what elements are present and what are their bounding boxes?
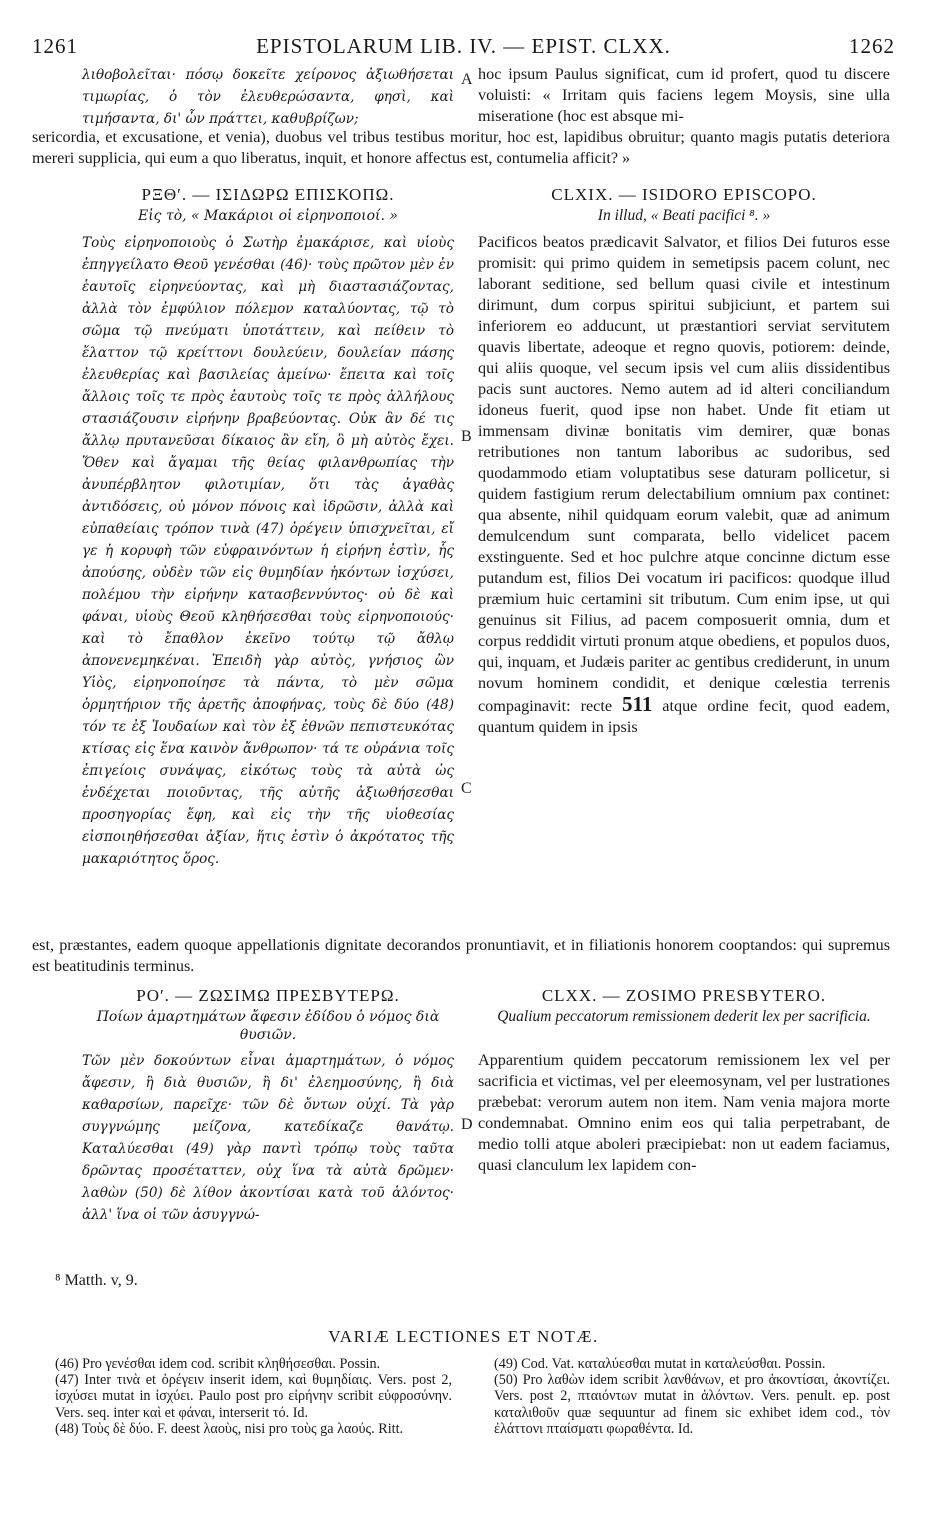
running-title: EPISTOLARUM LIB. IV. — EPIST. CLXX.	[256, 34, 671, 58]
top-full-width-text: sericordia, et excusatione, et venia), duobus vel tribus testibus moritur, hoc est, lapidibus obruitur; quanto magis putatis deteriora mereri supplicia, qui eum a quo liberatus, inquit, et honore affectus est, contumelia afficit? »	[32, 128, 890, 167]
footnote: ⁸ Matth. v, 9.	[55, 1272, 138, 1289]
latin-heading-169: CLXIX. — ISIDORO EPISCOPO.	[551, 185, 817, 204]
top-greek-continuation: λιθοβολεῖται· πόσῳ δοκεῖτε χείρονος ἀξιωθήσεται τιμωρίας, ὁ τὸν ἐλευθερώσαντα, φησὶ, καὶ τιμήσαντα, δι' ὧν πράττει, καθυβρίζων;	[82, 67, 454, 127]
latin-subheading-169: In illud, « Beati pacifici ⁸. »	[597, 207, 771, 224]
notes-right-column	[494, 1356, 890, 1437]
column-number: 511	[621, 692, 653, 716]
margin-marker-c: C	[461, 780, 472, 797]
notes-title: VARIÆ LECTIONES ET NOTÆ.	[328, 1327, 599, 1346]
note-47: (47) Inter τινὰ et ὀρέγειν inserit idem, καὶ θυμηδίαις. Vers. post 2, ἰσχύσει mutat in ἰσχύει. Paulo post pro εἰρήνην scribit εὐφροσύνην. Vers. seq. inter καὶ et φάναι, interserit τό. Id.	[55, 1372, 452, 1421]
latin-heading-170: CLXX. — ZOSIMO PRESBYTERO.	[541, 986, 827, 1005]
page-header	[32, 34, 895, 64]
greek-text-170: Τῶν μὲν δοκούντων εἶναι ἁμαρτημάτων, ὁ νόμος ἄφεσιν, ἢ διὰ θυσιῶν, ἢ δι' ἐλεημοσύνης, ἢ διὰ καθαρσίων, παρεῖχε· τῶν δὲ ὄντων οὐχί. Τὰ γὰρ συγγνώμης μείζονα, κατεδίκαζε θανάτῳ. Καταλύεσθαι (49) γὰρ παντὶ τρόπῳ τοὺς ταῦτα δρῶντας προσέταττεν, οὐχ ἵνα τὰ αὐτὰ δρῶμεν· λαθὼν (50) δὲ λίθον ἀκοντίσαι κατὰ τοῦ ἁλόντος· ἀλλ' ἵνα οἱ τῶν ἀσυγγνώ-	[82, 1053, 454, 1223]
full-width-text-169: est, præstantes, eadem quoque appellationis dignitate decorandos pronuntiavit, et in filiationis honorem cooptandos: qui supremus est beatitudinis terminus.	[32, 936, 890, 975]
margin-marker-a: A	[461, 71, 473, 88]
latin-text-170: Apparentium quidem peccatorum remissionem lex vel per sacrificia et victimas, vel per eleemosynam, vel per lustrationes præbebat: verorum autem non item. Nam venia majora morte condemnabat. Omnino enim eos qui talia perpetrabant, de medio tolli atque aboleri præcipiebat: non ut eadem faciamus, quasi clanculum lex lapidem con-	[478, 1051, 890, 1174]
page-number-left: 1261	[32, 34, 78, 58]
note-49: (49) Cod. Vat. καταλύεσθαι mutat in καταλεύσθαι. Possin.	[494, 1356, 826, 1372]
latin-text-169: Pacificos beatos prædicavit Salvator, et filios Dei futuros esse promisit: qui primo quidem in semetipsis pacem colunt, nec laborant seditione, sed bellum quasi civile et intestinum dirimunt, dum corpus spiritui subjiciunt, et partem sui inferiorem eo adducunt, ut præstantiori serviat servitutem quavis libertate, adeoque et regno quovis, potiorem: deinde, qui aliis quoque, vel secum ipsis vel cum aliis dissidentibus pacis sunt auctores. Nemo autem ad id alteri conciliandum idoneus fuerit, quod ipse non habet. Unde fit etiam ut immensam divinæ bonitatis vim demirer, quæ bonas retributiones non tantum laboribus ac sudoribus, sed quodammodo etiam voluptatibus sese daturam pollicetur, si quidem fastigium rerum delectabilium omnium pax continet: qua absente, nihil quidquam eorum valebit, quæ ad animum demulcendum sunt comparata, bello videlicet pacem exstinguente. Sed et hoc pulchre atque concinne dictum esse putandum est, filios Dei vocatum iri pacificos: quodque illud præmium huic certamini sit tributum. Cum enim ipse, ut qui genuinus sit Filius, ad pacem composuerit omnia, dum et corpus reddidit virtuti pronum atque obediens, et populos duos, qui, inquam, et Judæis pariter ac gentibus crediderunt, in unum novum hominem condidit, et denique cœlestia terrenis compaginavit: recte 511 atque ordine fecit, quod eadem, quantum quidem in ipsis	[478, 233, 891, 736]
margin-marker-b: B	[461, 428, 472, 445]
notes-left-column	[55, 1356, 452, 1437]
greek-subheading-169: Εἰς τὸ, « Μακάριοι οἱ εἰρηνοποιοί. »	[137, 208, 399, 224]
greek-heading-169: ΡΞΘʹ. — ΙΣΙΔΩΡΩ ΕΠΙΣΚΟΠΩ.	[141, 185, 395, 204]
latin-subheading-170: Qualium peccatorum remissionem dederit lex per sacrificia.	[497, 1008, 871, 1025]
greek-heading-170: ΡΟʹ. — ΖΩΣΙΜΩ ΠΡΕΣΒΥΤΕΡΩ.	[136, 986, 400, 1005]
note-46: (46) Pro γενέσθαι idem cod. scribit κληθήσεσθαι. Possin.	[55, 1356, 381, 1372]
page-number-right: 1262	[849, 34, 895, 58]
greek-text-169: Τοὺς εἰρηνοποιοὺς ὁ Σωτὴρ ἐμακάρισε, καὶ υἱοὺς ἐπηγγείλατο Θεοῦ γενέσθαι (46)· τοὺς πρῶτον μὲν ἐν ἑαυτοῖς εἰρηνεύοντας, καὶ μὴ διαστασιάζοντας, ἀλλὰ τὸν ἐμφύλιον πόλεμον καταλύοντας, τῷ τὸ σῶμα τῷ πνεύματι ὑποτάττειν, καὶ πείθειν τὸ ἔλαττον τῷ κρείττονι δουλεύειν, δουλείαν πάσης ἐλευθερίας καὶ βασιλείας ἀμείνω· ἔπειτα καὶ τοῖς ἄλλοις τοῖς τε πρὸς ἑαυτοὺς τοῖς τε πρὸς ἀλλήλους στασιάζουσιν εἰρήνην βραβεύοντας. Οὐκ ἂν δέ τις ἄλλῳ πρυτανεῦσαι δίκαιος ἂν εἴη, ὃ μὴ αὐτὸς ἔχει. Ὅθεν καὶ ἄγαμαι τῆς θείας φιλανθρωπίας τὴν ἀνυπέρβλητον φιλοτιμίαν, ὅτι τὰς ἀγαθὰς ἀντιδόσεις, οὐ μόνον πόνοις καὶ ἱδρῶσιν, ἀλλὰ καὶ εὐπαθείαις τρόπον τινὰ (47) ὀρέγειν ὑπισχνεῖται, εἴ γε ἡ κορυφὴ τῶν εὐφραινόντων ἡ εἰρήνη ἐστὶν, ἧς ἀπούσης, οὐδὲν τῶν εἰς θυμηδίαν ἡκόντων ἰσχύσει, πολέμου τὴν εἰρήνην κατασβεννύντος· οὐ δὲ καὶ φάναι, υἱοὺς Θεοῦ κληθήσεσθαι τοὺς εἰρηνοποιούς· καὶ τὸ ἔπαθλον ἐκεῖνο τούτῳ τῷ ἄθλῳ ἀπονενεμηκέναι. Ἐπειδὴ γὰρ αὐτὸς, γνήσιος ὢν Υἱὸς, εἰρηνοποίησε τὰ πάντα, τὸ μὲν σῶμα ὁρμητήριον τῆς ἀρετῆς ἀποφήνας, τοὺς δὲ δύο (48) τόν τε ἐξ Ἰουδαίων καὶ τὸν ἐξ ἐθνῶν πεπιστευκότας κτίσας εἰς ἕνα καινὸν ἄνθρωπον· τά τε οὐράνια τοῖς ἐπιγείοις συνάψας, εἰκότως τοὺς τὰ αὐτὰ ὡς ἐνδέχεται ποιοῦντας, τῆς αὐτῆς ἀξιωθήσεσθαι προσηγορίας ἔφη, καὶ εἰς τὴν τῆς υἱοθεσίας εἰσποιηθήσεσθαι ἀξίαν, ἥτις ἐστὶν ὁ ἀκρότατος τῆς μακαριότητος ὅρος.	[82, 235, 454, 867]
greek-subheading-170: Ποίων ἁμαρτημάτων ἄφεσιν ἐδίδου ὁ νόμος διὰ θυσιῶν.	[96, 1009, 440, 1043]
margin-marker-d: D	[461, 1116, 473, 1133]
note-48: (48) Τοὺς δὲ δύο. F. deest λαοὺς, nisi pro τοὺς ga λαούς. Ritt.	[55, 1420, 404, 1437]
note-50: (50) Pro λαθὼν idem scribit λανθάνων, et pro ἀκοντίσαι, ἀκοντίζει. Vers. post 2, πταιόντων mutat in ἁλόντων. Vers. penult. ep. post καταλιθοῦν quæ sequuntur ad finem sic exhibet idem cod., τὸν ἐλάττονι πταίσματι φωραθέντα. Id.	[494, 1372, 890, 1437]
top-latin-continuation: hoc ipsum Paulus significat, cum id profert, quod tu discere voluisti: « Irritam quis faciens legem Moysis, sine ulla miseratione (hoc est absque mi-	[478, 65, 890, 125]
